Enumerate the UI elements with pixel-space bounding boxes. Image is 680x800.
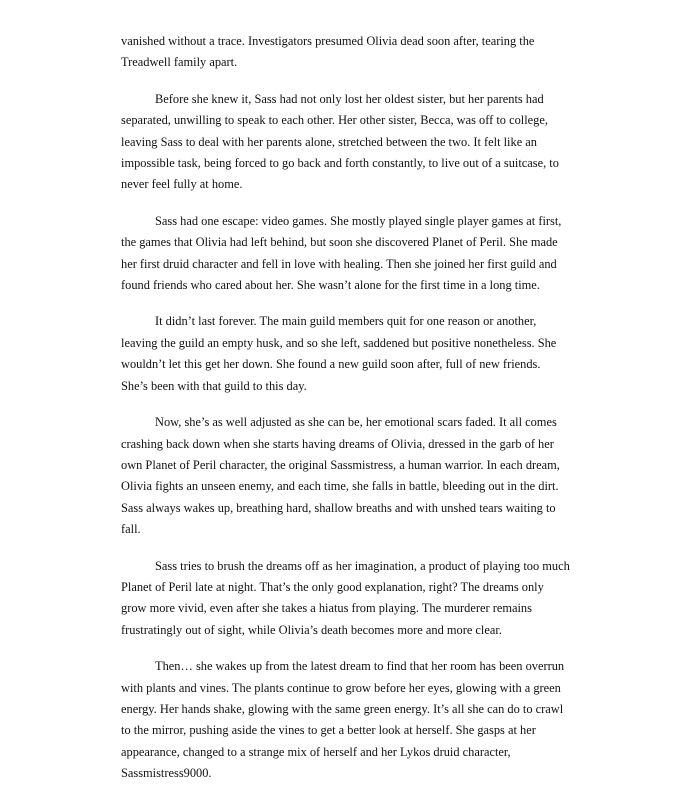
body-text [121, 31, 570, 800]
paragraph-1: vanished without a trace. Investigators presumed Olivia dead soon after, tearing the Treadwell family apart. [121, 34, 535, 70]
paragraph-2: Before she knew it, Sass had not only lost her oldest sister, but her parents had separated, unwilling to speak to each other. Her other sister, Becca, was off to college, leaving Sass to deal with her parents alone, stretched between the two. It felt like an impossible task, being forced to go back and forth constantly, to live out of a suitcase, to never feel fully at home. [121, 91, 559, 192]
paragraph-3: Sass had one escape: video games. She mostly played single player games at first, the games that Olivia had left behind, but soon she discovered Planet of Peril. She made her first druid character and fell in love with healing. Then she joined her first guild and found friends who cared about her. She wasn’t alone for the first time in a long time. [121, 213, 562, 293]
paragraph-5: Now, she’s as well adjusted as she can be, her emotional scars faded. It all comes crashing back down when she starts having dreams of Olivia, dressed in the garb of her own Planet of Peril character, the original Sassmistress, a human warrior. In each dream, Olivia fights an unseen enemy, and each time, she falls in battle, bleeding out in the dirt. Sass always wakes up, breathing hard, shallow breaths and with unshed tears waiting to fall. [121, 415, 560, 537]
paragraph-7: Then… she wakes up from the latest dream to find that her room has been overrun with plants and vines. The plants continue to grow before her eyes, glowing with a green energy. Her hands shake, glowing with the same green energy. It’s all she can do to crawl to the mirror, pushing aside the vines to get a better look at herself. She gasps at her appearance, changed to a strange mix of herself and her Lykos druid character, Sassmistress9000. [121, 659, 565, 781]
paragraph-4: It didn’t last forever. The main guild members quit for one reason or another, leaving the guild an empty husk, and so she left, saddened but positive nonetheless. She wouldn’t let this get her down. She found a new guild soon after, full of new friends. She’s been with that guild to this day. [121, 314, 557, 393]
paragraph-6: Sass tries to brush the dreams off as her imagination, a product of playing too much Planet of Peril late at night. That’s the only good explanation, right? The dreams only grow more vivid, even after she takes a hiatus from playing. The murderer remains frustratingly out of sight, while Olivia’s death becomes more and more clear. [121, 558, 570, 637]
